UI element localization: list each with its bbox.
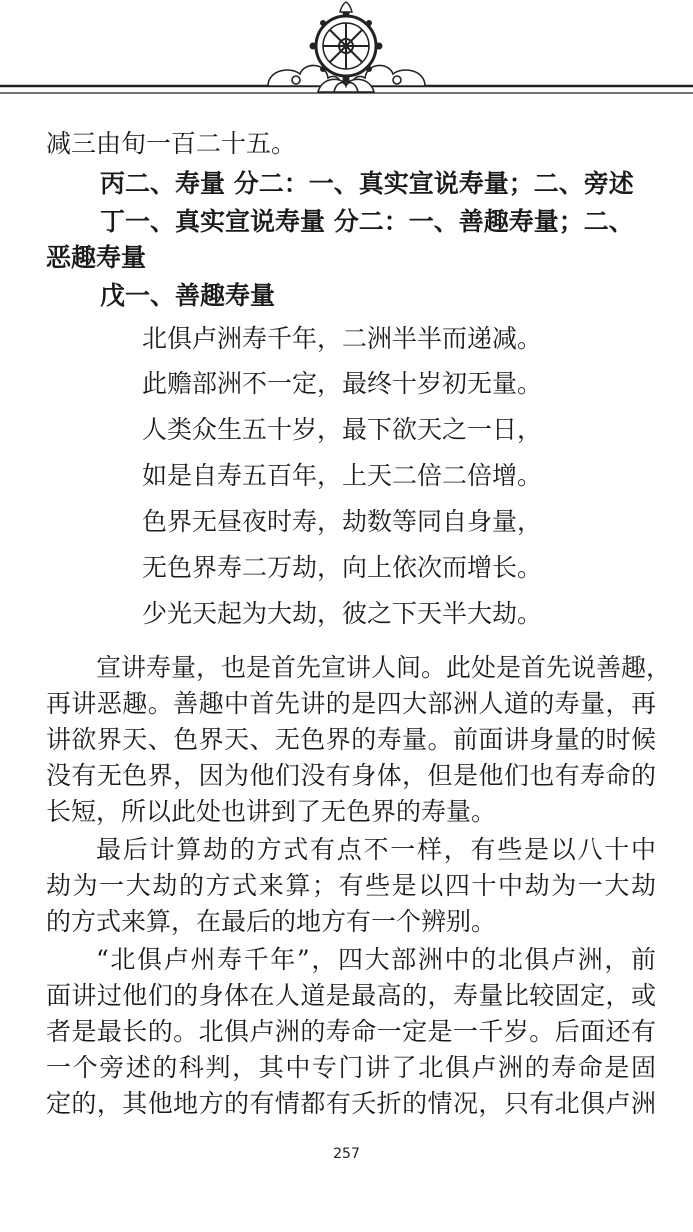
section-heading: 丙二、寿量 分二：一、真实宣说寿量；二、旁述 (100, 169, 634, 198)
paragraph-line: 没有无色界，因为他们没有身体，但是他们也有寿命的 (46, 761, 656, 790)
verse-line: 色界无昼夜时寿，劫数等同自身量， (142, 507, 543, 536)
page-number: 257 (333, 1146, 360, 1162)
paragraph-line: 的方式来算，在最后的地方有一个辨别。 (46, 907, 497, 936)
paragraph-line: 讲欲界天、色界天、无色界的寿量。前面讲身量的时候 (46, 725, 656, 754)
paragraph-line: 面讲过他们的身体在人道是最高的，寿量比较固定，或 (46, 981, 656, 1010)
verse-line: 人类众生五十岁，最下欲天之一日， (142, 415, 543, 444)
paragraph-line: 劫为一大劫的方式来算；有些是以四十中劫为一大劫 (46, 871, 656, 900)
paragraph-line: “北俱卢州寿千年”，四大部洲中的北俱卢洲，前 (96, 945, 656, 974)
paragraph-line: 定的，其他地方的有情都有夭折的情况，只有北俱卢洲 (46, 1089, 656, 1118)
verse-line: 如是自寿五百年，上天二倍二倍增。 (142, 461, 543, 490)
paragraph-line: 长短，所以此处也讲到了无色界的寿量。 (46, 797, 497, 826)
verse-line: 少光天起为大劫，彼之下天半大劫。 (142, 599, 543, 628)
paragraph-line: 者是最长的。北俱卢洲的寿命一定是一千岁。后面还有 (46, 1017, 656, 1046)
paragraph-line: 一个旁述的科判，其中专门讲了北俱卢洲的寿命是固 (46, 1053, 656, 1082)
verse-line: 北俱卢洲寿千年，二洲半半而递减。 (142, 324, 543, 353)
section-heading: 丁一、真实宣说寿量 分二：一、善趣寿量；二、 (100, 207, 634, 236)
section-heading: 恶趣寿量 (46, 243, 147, 272)
text-line: 减三由旬一百二十五。 (46, 129, 297, 158)
paragraph-line: 再讲恶趣。善趣中首先讲的是四大部洲人道的寿量，再 (46, 689, 656, 718)
page-header-ornament (0, 0, 693, 110)
verse-line: 此赡部洲不一定，最终十岁初无量。 (142, 369, 543, 398)
verse-line: 无色界寿二万劫，向上依次而增长。 (142, 553, 543, 582)
paragraph-line: 宣讲寿量，也是首先宣讲人间。此处是首先说善趣， (96, 653, 672, 682)
dharma-wheel-ornament (0, 0, 693, 110)
subsection-heading: 戊一、善趣寿量 (100, 281, 276, 310)
paragraph-line: 最后计算劫的方式有点不一样，有些是以八十中 (96, 835, 656, 864)
